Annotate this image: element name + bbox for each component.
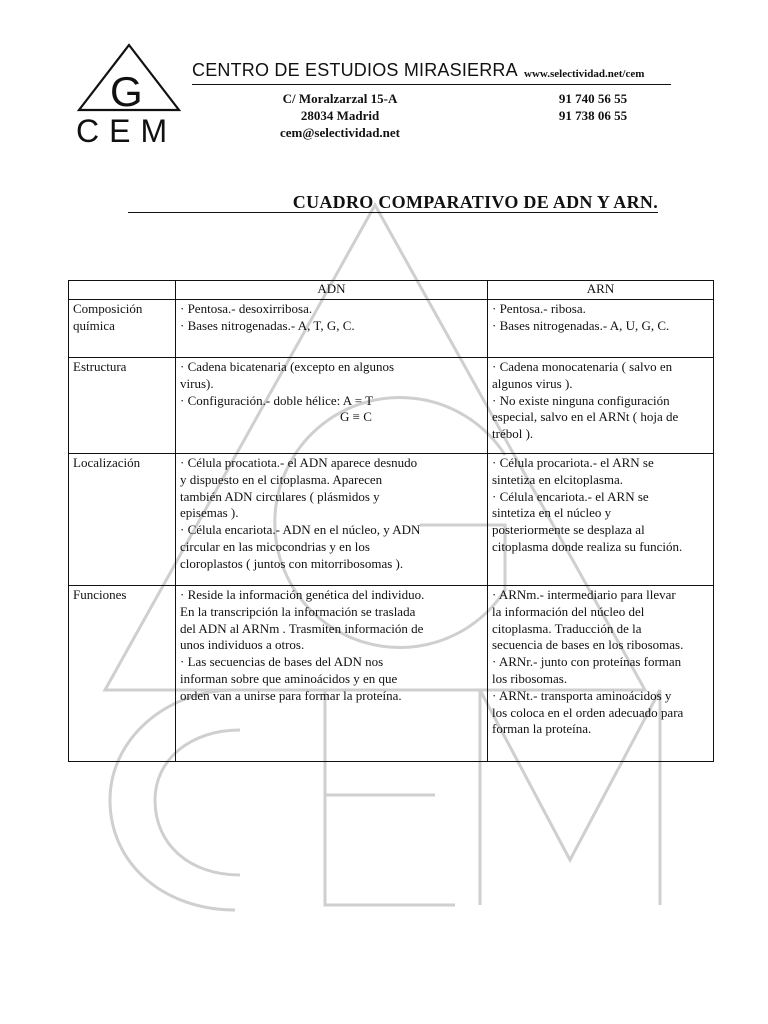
cell-line: los ribosomas.: [492, 670, 568, 686]
cell-line: trébol ).: [492, 426, 534, 442]
cell-line: · Bases nitrogenadas.- A, T, G, C.: [180, 317, 355, 333]
table-row: [69, 454, 714, 586]
phone-block: [548, 90, 638, 124]
cell-line: · ARNm.- intermediario para llevar: [492, 587, 676, 602]
arn-cell: [488, 454, 714, 586]
cell-line: circular en las micocondrias y en los: [180, 538, 370, 554]
arn-cell: [488, 300, 714, 358]
arn-cell: [488, 358, 714, 454]
cell-line: · Reside la información genética del individuo.: [180, 587, 425, 602]
row-label-line: Composición: [73, 301, 143, 316]
cell-line: episemas ).: [180, 505, 239, 521]
cell-line: la información del núcleo del: [492, 603, 645, 619]
cell-line: sintetiza en el núcleo y: [492, 505, 612, 521]
row-label-line: química: [73, 317, 115, 333]
address-email: cem@selectividad.net: [279, 125, 401, 140]
cell-line: sintetiza en elcitoplasma.: [492, 471, 624, 487]
cell-line: informan sobre que aminoácidos y en que: [180, 670, 398, 686]
cell-line: citoplasma donde realiza su función.: [492, 538, 683, 554]
cell-line: En la transcripción la información se traslada: [180, 603, 416, 619]
arn-cell: [488, 586, 714, 762]
table-header-row: [69, 281, 714, 300]
row-label-line: Funciones: [73, 587, 127, 602]
address-city: 28034 Madrid: [300, 108, 380, 123]
header-divider: [192, 84, 671, 85]
cell-line: · Cadena monocatenaria ( salvo en: [492, 359, 673, 374]
address-block: [258, 90, 422, 141]
cell-line: · Bases nitrogenadas.- A, U, G, C.: [492, 317, 670, 333]
organization-name: CENTRO DE ESTUDIOS MIRASIERRA: [192, 60, 518, 80]
phone-2: 91 738 06 55: [558, 108, 628, 123]
cell-line: citoplasma. Traducción de la: [492, 620, 642, 636]
cell-line: · Las secuencias de bases del ADN nos: [180, 654, 384, 670]
table-row: [69, 300, 714, 358]
cell-line: orden van a unirse para formar la proteína.: [180, 687, 402, 703]
header-cell-arn: ARN: [488, 281, 714, 300]
cell-line: también ADN circulares ( plásmidos y: [180, 488, 380, 504]
cell-line: · Pentosa.- desoxirribosa.: [180, 301, 313, 316]
row-label-line: Localización: [73, 455, 141, 470]
cell-line: especial, salvo en el ARNt ( hoja de: [492, 409, 679, 425]
cem-logo: [74, 42, 186, 148]
cell-line: · Pentosa.- ribosa.: [492, 301, 586, 316]
cell-line: cloroplastos ( juntos con mitorribosomas ).: [180, 555, 404, 571]
table-row: [69, 358, 714, 454]
cell-line: · ARNr.- junto con proteínas forman: [492, 654, 682, 670]
logo-text: CEM: [76, 113, 178, 148]
cell-line: · Cadena bicatenaria (excepto en algunos: [180, 359, 395, 374]
cell-line: · Célula encariota.- el ARN se: [492, 488, 649, 504]
logo-letter: G: [110, 68, 143, 115]
document-title: CUADRO COMPARATIVO DE ADN Y ARN.: [128, 192, 658, 213]
adn-cell: [176, 586, 488, 762]
cell-line: y dispuesto en el citoplasma. Aparecen: [180, 471, 383, 487]
cell-line: algunos virus ).: [492, 375, 573, 391]
cell-line: · Célula procariota.- el ARN se: [492, 455, 654, 470]
row-label: [69, 300, 176, 358]
row-label-line: Estructura: [73, 359, 127, 374]
cell-line: secuencia de bases en los ribosomas.: [492, 637, 684, 653]
base-pair-line: G ≡ C: [340, 409, 372, 425]
address-street: C/ Moralzarzal 15-A: [282, 91, 398, 106]
cell-line: · Célula encariota.- ADN en el núcleo, y ADN: [180, 522, 421, 538]
website: www.selectividad.net/cem: [524, 68, 645, 80]
adn-cell: [176, 358, 488, 454]
cell-line: del ADN al ARNm . Trasmiten información de: [180, 620, 424, 636]
row-label: [69, 586, 176, 762]
cell-line: · No existe ninguna configuración: [492, 392, 670, 408]
row-label: [69, 358, 176, 454]
table-row: [69, 586, 714, 762]
cell-line: posteriormente se desplaza al: [492, 522, 645, 538]
adn-cell: [176, 454, 488, 586]
cell-line: unos individuos a otros.: [180, 637, 305, 653]
comparison-table: [68, 280, 714, 762]
header-cell-adn: ADN: [176, 281, 488, 300]
cell-line: · Configuración.- doble hélice: A = T: [180, 392, 374, 408]
cell-line: los coloca en el orden adecuado para: [492, 704, 684, 720]
adn-cell: [176, 300, 488, 358]
cell-line: forman la proteína.: [492, 721, 592, 737]
header-cell-empty: [69, 281, 176, 300]
phone-1: 91 740 56 55: [558, 91, 628, 106]
cell-line: · ARNt.- transporta aminoácidos y: [492, 687, 672, 703]
cell-line: virus).: [180, 375, 214, 391]
cell-line: · Célula procatiota.- el ADN aparece desnudo: [180, 455, 418, 470]
row-label: [69, 454, 176, 586]
